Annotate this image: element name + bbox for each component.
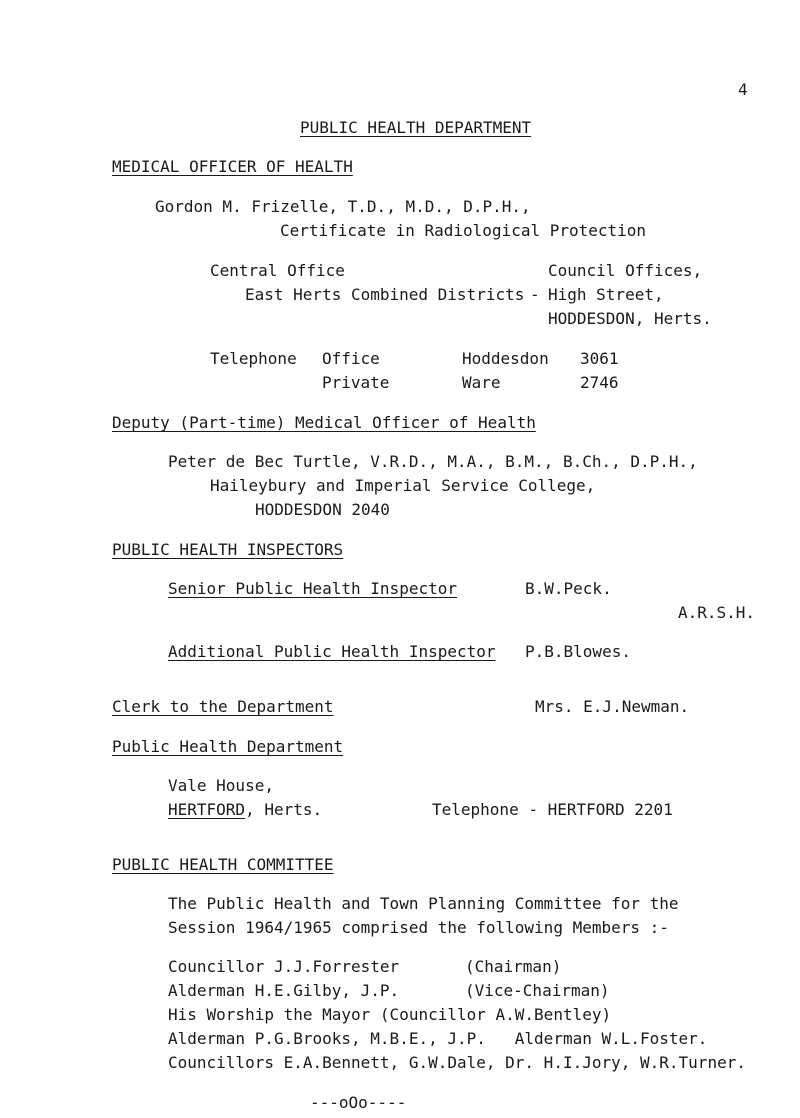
moh-title: MEDICAL OFFICER OF HEALTH — [112, 157, 353, 176]
department-town: HERTFORD — [168, 800, 246, 819]
private-exchange: Ware — [462, 373, 501, 392]
private-number: 2746 — [580, 373, 619, 392]
office-number: 3061 — [580, 349, 619, 368]
senior-inspector-quals: A.R.S.H. — [678, 603, 756, 622]
additional-inspector-name: P.B.Blowes. — [525, 642, 631, 661]
committee-title: PUBLIC HEALTH COMMITTEE — [112, 855, 334, 874]
inspectors-title: PUBLIC HEALTH INSPECTORS — [112, 540, 344, 559]
office-label: Office — [322, 349, 380, 368]
clerk-label: Clerk to the Department — [112, 697, 334, 716]
page-number: 4 — [738, 80, 748, 99]
telephone-label: Telephone — [210, 349, 297, 368]
senior-inspector-label: Senior Public Health Inspector — [168, 579, 457, 598]
member-2-role: (Vice-Chairman) — [465, 981, 610, 1000]
moh-certificate: Certificate in Radiological Protection — [280, 221, 647, 240]
central-office-label: Central Office — [210, 261, 345, 280]
end-mark: ---oOo---- — [310, 1093, 407, 1112]
office-exchange: Hoddesdon — [462, 349, 549, 368]
deputy-title: Deputy (Part-time) Medical Officer of Health — [112, 413, 536, 432]
private-label: Private — [322, 373, 390, 392]
member-2-name: Alderman H.E.Gilby, J.P. — [168, 981, 400, 1000]
member-1-role: (Chairman) — [465, 957, 562, 976]
address-line-1: Council Offices, — [548, 261, 703, 280]
department-county: , Herts. — [245, 800, 323, 819]
department-address-line: Vale House, — [168, 776, 274, 795]
page-heading: PUBLIC HEALTH DEPARTMENT — [300, 118, 532, 137]
address-line-2: High Street, — [548, 285, 664, 304]
committee-intro-2: Session 1964/1965 comprised the following Members :- — [168, 918, 669, 937]
committee-intro-1: The Public Health and Town Planning Committee for the — [168, 894, 679, 913]
member-3: His Worship the Mayor (Councillor A.W.Bentley) — [168, 1005, 612, 1024]
department-title: Public Health Department — [112, 737, 344, 756]
address-dash: - — [530, 285, 540, 304]
department-telephone: Telephone - HERTFORD 2201 — [432, 800, 673, 819]
member-5: Councillors E.A.Bennett, G.W.Dale, Dr. H.I.Jory, W.R.Turner. — [168, 1053, 746, 1072]
address-line-3: HODDESDON, Herts. — [548, 309, 712, 328]
member-4: Alderman P.G.Brooks, M.B.E., J.P. Alderman W.L.Foster. — [168, 1029, 708, 1048]
additional-inspector-label: Additional Public Health Inspector — [168, 642, 496, 661]
deputy-college: Haileybury and Imperial Service College, — [210, 476, 596, 495]
clerk-name: Mrs. E.J.Newman. — [535, 697, 690, 716]
moh-name: Gordon M. Frizelle, T.D., M.D., D.P.H., — [155, 197, 531, 216]
deputy-town: HODDESDON 2040 — [255, 500, 390, 519]
senior-inspector-name: B.W.Peck. — [525, 579, 612, 598]
department-town-line — [168, 800, 322, 819]
member-1-name: Councillor J.J.Forrester — [168, 957, 400, 976]
districts: East Herts Combined Districts — [245, 285, 525, 304]
deputy-name: Peter de Bec Turtle, V.R.D., M.A., B.M., B.Ch., D.P.H., — [168, 452, 698, 471]
